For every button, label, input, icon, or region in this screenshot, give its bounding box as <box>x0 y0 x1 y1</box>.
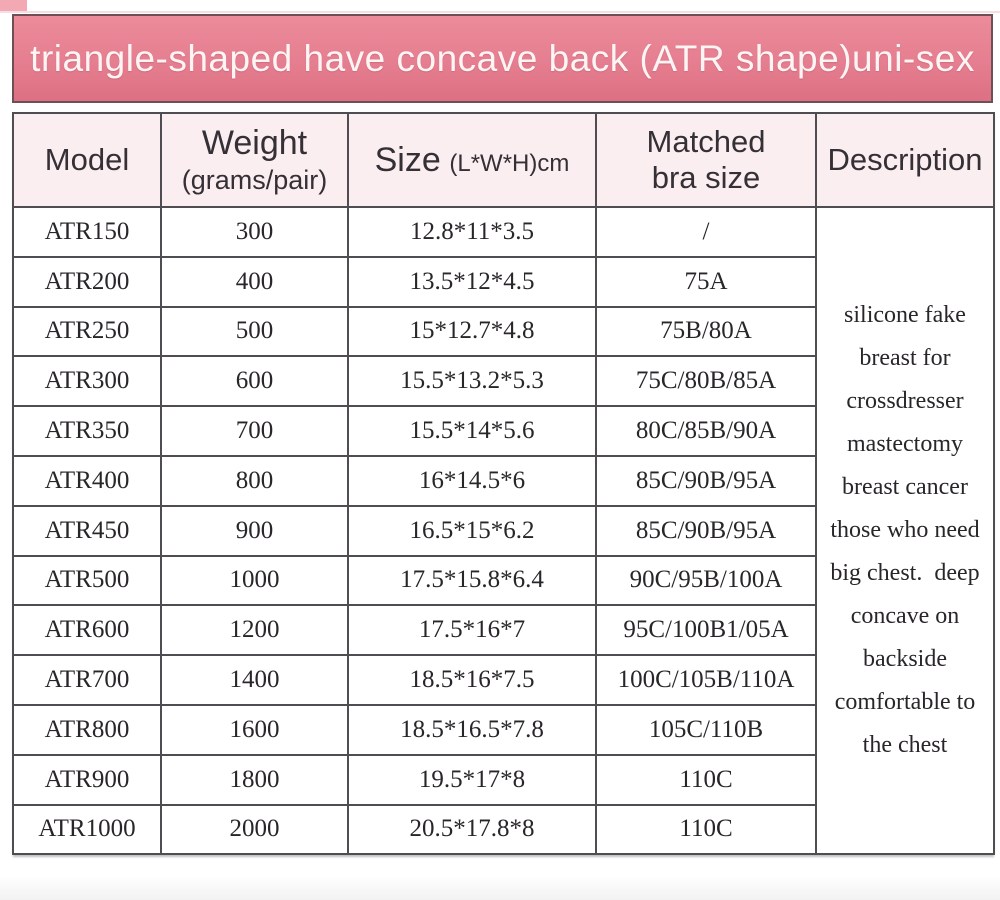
size-cell: 15.5*13.2*5.3 <box>348 356 596 406</box>
model-cell: ATR900 <box>13 755 161 805</box>
weight-cell: 900 <box>161 506 348 556</box>
size-cell: 19.5*17*8 <box>348 755 596 805</box>
description-cell <box>816 207 994 854</box>
weight-cell: 1000 <box>161 556 348 606</box>
model-header-label: Model <box>44 142 130 177</box>
weight-cell: 400 <box>161 257 348 307</box>
weight-cell: 300 <box>161 207 348 257</box>
description-line: crossdresser <box>846 388 964 415</box>
description-line: silicone fake <box>844 302 966 329</box>
weight-cell: 1400 <box>161 655 348 705</box>
description-header-label: Description <box>827 142 983 177</box>
weight-cell: 800 <box>161 456 348 506</box>
bra-size-cell: 75B/80A <box>596 307 816 357</box>
col-header-weight <box>161 113 348 207</box>
model-cell: ATR1000 <box>13 805 161 855</box>
model-cell: ATR250 <box>13 307 161 357</box>
bra-size-cell: 90C/95B/100A <box>596 556 816 606</box>
weight-cell: 500 <box>161 307 348 357</box>
weight-cell: 1800 <box>161 755 348 805</box>
model-cell: ATR350 <box>13 406 161 456</box>
size-cell: 18.5*16.5*7.8 <box>348 705 596 755</box>
product-spec-table <box>12 112 995 855</box>
bra-header-line1: Matched <box>646 124 766 159</box>
col-header-bra-size <box>596 113 816 207</box>
col-header-description <box>816 113 994 207</box>
size-cell: 20.5*17.8*8 <box>348 805 596 855</box>
bra-header-line2: bra size <box>651 160 761 195</box>
model-cell: ATR200 <box>13 257 161 307</box>
size-cell: 17.5*15.8*6.4 <box>348 556 596 606</box>
bra-size-cell: 85C/90B/95A <box>596 506 816 556</box>
model-cell: ATR300 <box>13 356 161 406</box>
weight-cell: 600 <box>161 356 348 406</box>
title-banner <box>12 14 993 103</box>
bra-size-cell: 75A <box>596 257 816 307</box>
model-cell: ATR700 <box>13 655 161 705</box>
description-line: breast cancer <box>842 474 968 501</box>
description-line: breast for <box>859 345 951 372</box>
banner-title-text: triangle-shaped have concave back (ATR shape)uni-sex <box>30 37 975 79</box>
size-cell: 16.5*15*6.2 <box>348 506 596 556</box>
weight-cell: 700 <box>161 406 348 456</box>
bottom-gray-band <box>0 876 1000 900</box>
bra-size-cell: 105C/110B <box>596 705 816 755</box>
size-cell: 16*14.5*6 <box>348 456 596 506</box>
model-cell: ATR800 <box>13 705 161 755</box>
description-line: the chest <box>862 732 948 759</box>
bra-size-cell: / <box>596 207 816 257</box>
size-cell: 15*12.7*4.8 <box>348 307 596 357</box>
table-row <box>13 207 994 257</box>
model-cell: ATR500 <box>13 556 161 606</box>
size-cell: 12.8*11*3.5 <box>348 207 596 257</box>
header-row <box>13 113 994 207</box>
bra-size-cell: 110C <box>596 755 816 805</box>
weight-header-label: Weight <box>201 124 308 162</box>
size-cell: 13.5*12*4.5 <box>348 257 596 307</box>
description-line: concave on <box>850 603 960 630</box>
top-left-pink-artifact <box>0 0 27 11</box>
bra-size-cell: 75C/80B/85A <box>596 356 816 406</box>
model-cell: ATR600 <box>13 605 161 655</box>
weight-cell: 2000 <box>161 805 348 855</box>
bra-size-cell: 85C/90B/95A <box>596 456 816 506</box>
size-cell: 15.5*14*5.6 <box>348 406 596 456</box>
model-cell: ATR450 <box>13 506 161 556</box>
description-line: mastectomy <box>847 431 963 458</box>
description-line: comfortable to <box>834 689 976 716</box>
weight-cell: 1600 <box>161 705 348 755</box>
spec-table-body <box>13 207 994 854</box>
col-header-model <box>13 113 161 207</box>
col-header-size <box>348 113 596 207</box>
bra-size-cell: 100C/105B/110A <box>596 655 816 705</box>
top-edge-pink-line <box>0 11 1000 13</box>
model-cell: ATR400 <box>13 456 161 506</box>
size-header-label: Size <box>374 140 441 179</box>
size-cell: 17.5*16*7 <box>348 605 596 655</box>
description-line: big chest. deep <box>830 560 980 587</box>
size-header-unit: (L*W*H)cm <box>449 149 570 177</box>
bra-size-cell: 110C <box>596 805 816 855</box>
model-cell: ATR150 <box>13 207 161 257</box>
description-line: those who need <box>830 517 980 544</box>
weight-cell: 1200 <box>161 605 348 655</box>
bra-size-cell: 95C/100B1/05A <box>596 605 816 655</box>
weight-header-unit: (grams/pair) <box>181 165 328 195</box>
description-line: backside <box>863 646 947 673</box>
size-cell: 18.5*16*7.5 <box>348 655 596 705</box>
bra-size-cell: 80C/85B/90A <box>596 406 816 456</box>
spec-table-header <box>13 113 994 207</box>
